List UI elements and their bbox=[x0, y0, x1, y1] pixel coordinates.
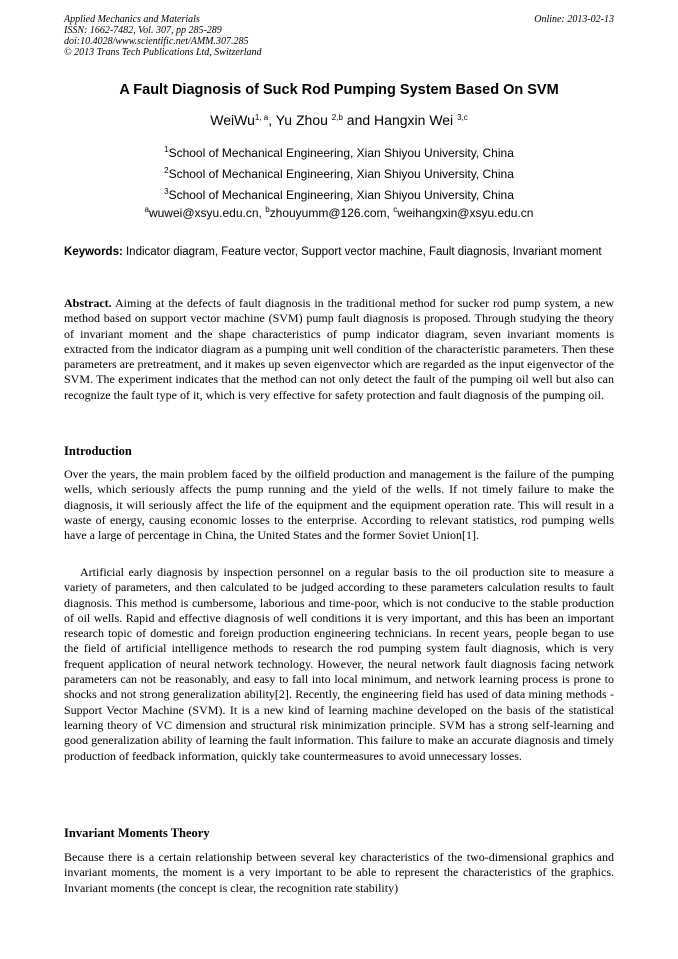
journal-header bbox=[64, 14, 614, 58]
affiliation-text: School of Mechanical Engineering, Xian Shiyou University, China bbox=[168, 167, 514, 181]
email-link[interactable]: weihangxin@xsyu.edu.cn bbox=[397, 206, 534, 220]
paper-title: A Fault Diagnosis of Suck Rod Pumping System Based On SVM bbox=[119, 82, 559, 98]
abstract bbox=[64, 296, 614, 403]
section-heading-introduction: Introduction bbox=[64, 444, 132, 458]
keywords bbox=[64, 245, 614, 259]
affiliation bbox=[64, 167, 614, 181]
section-heading-invariant-moments: Invariant Moments Theory bbox=[64, 826, 210, 840]
keywords-label: Keywords: bbox=[64, 246, 123, 258]
affiliation bbox=[64, 188, 614, 202]
abstract-text: Aiming at the defects of fault diagnosis in the traditional method for sucker rod pump system, a new method based on support vector machine (SVM) pump fault diagnosis is proposed. Through studying the theory of invariant moment and the shape characteristics of pump indicator diagram, seven invariant moments is extracted from the indicator diagram as a pumping unit well condition of the characteristic parameters. Then these parameters are pretreatment, and it makes up seven eigenvector which are regarded as the input eigenvector of the SVM. The experiment indicates that the method can not only detect the fault of the pumping oil well but also can recognize the fault type of it, which is very effective for safety protection and fault diagnosis of the pumping oil. bbox=[64, 296, 614, 402]
affiliation-superscript: 2 bbox=[164, 166, 169, 175]
invariant-paragraph-1: Because there is a certain relationship between several key characteristics of the two-dimensional graphics and invariant moments, the moment is a very important to be able to represent the characteristics of the graphics. Invariant moments (the concept is clear, the recognition rate stability) bbox=[64, 850, 614, 895]
email-link[interactable]: zhouyumm@126.com, bbox=[269, 206, 394, 220]
affiliation-superscript: 3 bbox=[164, 187, 169, 196]
copyright-line: © 2013 Trans Tech Publications Ltd, Switzerland bbox=[64, 47, 262, 58]
issn-line: ISSN: 1662-7482, Vol. 307, pp 285-289 bbox=[64, 25, 222, 36]
email-superscript: a bbox=[144, 205, 149, 214]
author-emails bbox=[64, 206, 614, 220]
abstract-label: Abstract. bbox=[64, 296, 112, 310]
intro-paragraph-1: Over the years, the main problem faced by the oilfield production and management is the failure of the pumping wells, which seriously affects the pump running and the yield of the wells. If not timely failure to make the diagnosis, it will seriously affect the life of the equipment and the equipment operation rate. This will result in a waste of energy, causing economic losses to the enterprise. According to relevant statistics, rod pumping wells have a large of percentage in China, the United States and the former Soviet Union[1]. bbox=[64, 467, 614, 543]
author-list bbox=[64, 112, 614, 128]
author-superscript: 1, a bbox=[254, 113, 269, 122]
affiliation-superscript: 1 bbox=[164, 145, 169, 154]
keywords-text: Indicator diagram, Feature vector, Support vector machine, Fault diagnosis, Invariant moment bbox=[122, 246, 602, 258]
doi-line: doi:10.4028/www.scientific.net/AMM.307.285 bbox=[64, 36, 249, 47]
author-name: and Hangxin Wei bbox=[342, 112, 458, 128]
affiliation bbox=[64, 146, 614, 160]
affiliation-text: School of Mechanical Engineering, Xian Shiyou University, China bbox=[168, 188, 514, 202]
affiliation-text: School of Mechanical Engineering, Xian Shiyou University, China bbox=[168, 146, 514, 160]
email-superscript: b bbox=[265, 205, 270, 214]
author-superscript: 3,c bbox=[457, 113, 468, 122]
author-name: WeiWu bbox=[210, 112, 255, 128]
author-superscript: 2,b bbox=[331, 113, 343, 122]
online-date: Online: 2013-02-13 bbox=[534, 14, 614, 25]
intro-paragraph-2: Artificial early diagnosis by inspection personnel on a regular basis to the oil production site to measure a variety of parameters, and then calculated to be judged according to these parameters calculation results to fault diagnosis. This method is cumbersome, laborious and time-poor, which is not conducive to the stable production of oil wells. Rapid and effective diagnosis of well conditions it is very important, and this has been an important research topic of domestic and foreign production engineering technicians. In recent years, people began to use the field of artificial intelligence methods to research the rod pumping system fault diagnosis, which is very frequent application of neural network technology. However, the neural network fault diagnosis facing network parameters can not be reasonably, and easy to fall into local minimum, and network learning process is prone to shocks and not strong generalization ability[2]. Recently, the engineering field has used of data mining methods - Support Vector Machine (SVM). It is a new kind of learning machine developed on the basis of the statistical learning theory of VC dimension and structural risk minimization principle. SVM has a strong self-learning and good generalization ability of learning the fault information. This failure to make an accurate diagnosis and timely production of feedback information, quickly take countermeasures to avoid unnecessary losses. bbox=[64, 565, 614, 763]
email-superscript: c bbox=[393, 205, 398, 214]
journal-name: Applied Mechanics and Materials bbox=[64, 14, 200, 25]
email-link[interactable]: wuwei@xsyu.edu.cn, bbox=[148, 206, 266, 220]
author-name: , Yu Zhou bbox=[268, 112, 332, 128]
